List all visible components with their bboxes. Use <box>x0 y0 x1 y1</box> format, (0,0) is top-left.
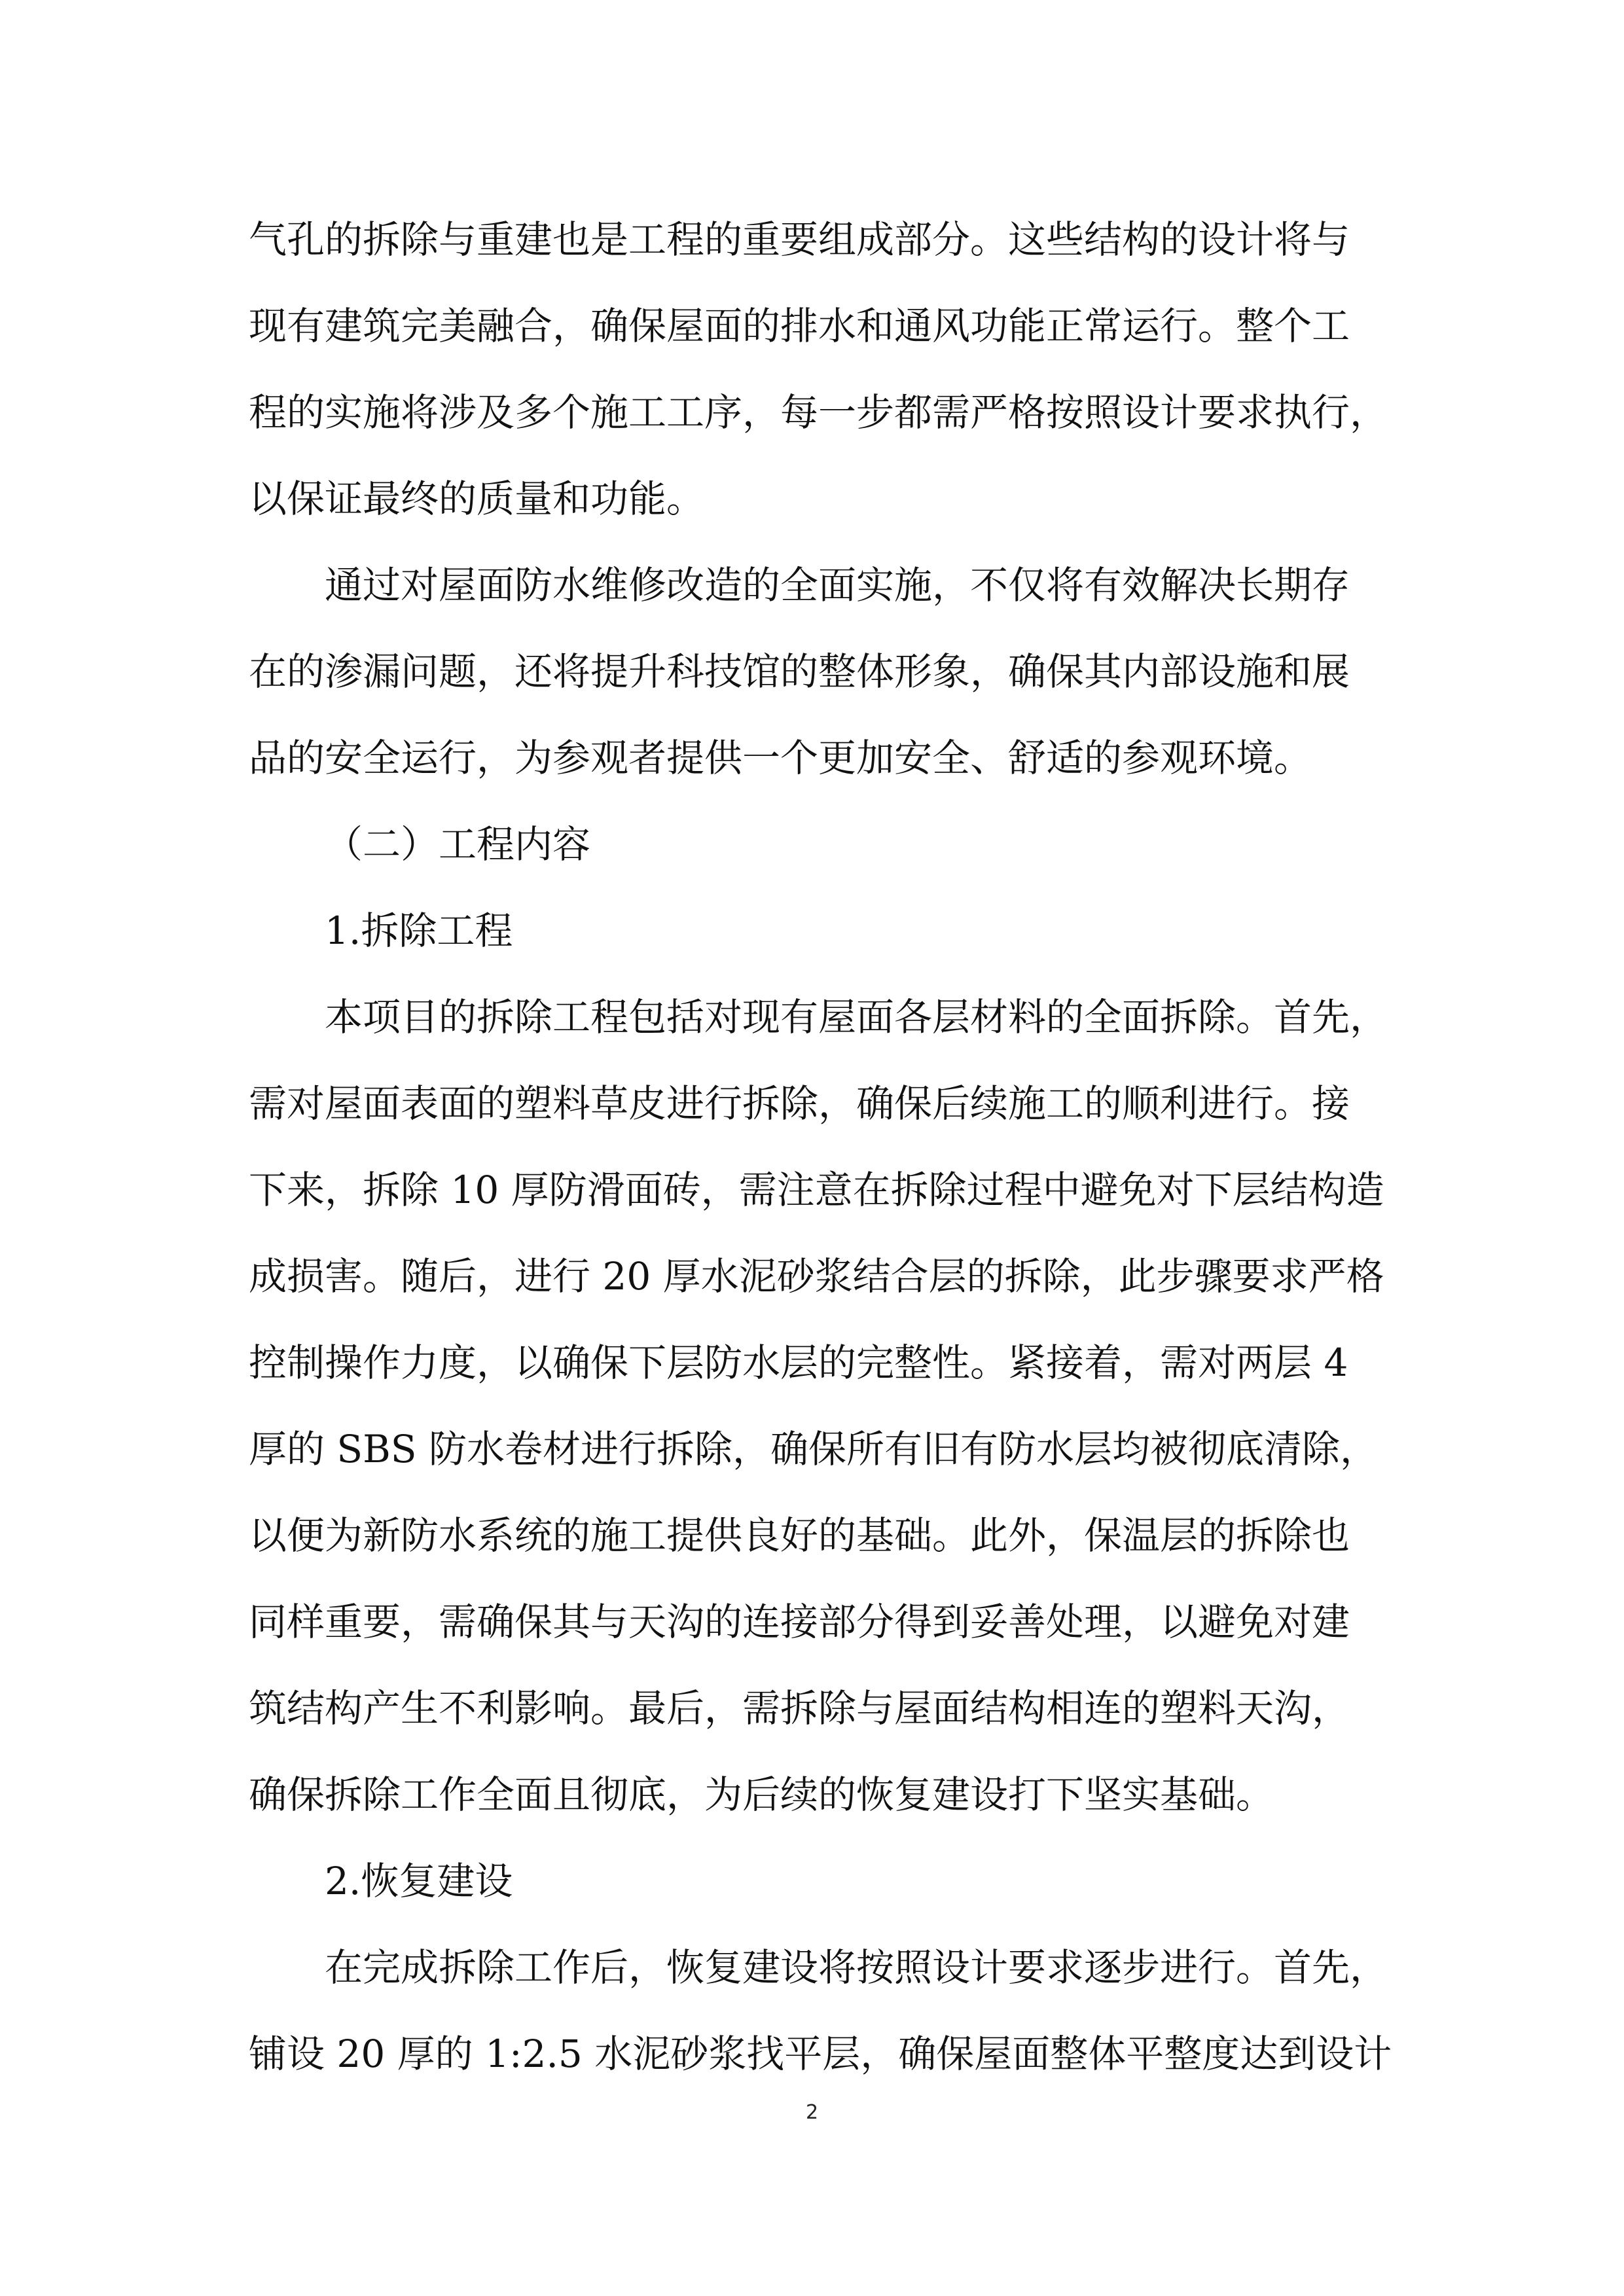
section-heading-engineering-content: （二）工程内容 <box>325 822 591 867</box>
text-line-16: 以便为新防水系统的施工提供良好的基础。此外，保温层的拆除也 <box>249 1513 1350 1558</box>
document-body <box>249 196 1392 2097</box>
text-line-19: 确保拆除工作全面且彻底，为后续的恢复建设打下坚实基础。 <box>249 1772 1274 1817</box>
text-line-21: 在完成拆除工作后，恢复建设将按照设计要求逐步进行。首先， <box>325 1945 1388 1990</box>
subheading-restoration: 2.恢复建设 <box>325 1859 513 1903</box>
text-line-10: 本项目的拆除工程包括对现有屋面各层材料的全面拆除。首先， <box>325 995 1388 1039</box>
text-line-7: 品的安全运行，为参观者提供一个更加安全、舒适的参观环境。 <box>249 736 1312 780</box>
text-line-18: 筑结构产生不利影响。最后，需拆除与屋面结构相连的塑料天沟， <box>249 1686 1350 1731</box>
text-line-6: 在的渗漏问题，还将提升科技馆的整体形象，确保其内部设施和展 <box>249 649 1350 694</box>
text-line-14: 控制操作力度，以确保下层防水层的完整性。紧接着，需对两层 4 <box>249 1340 1348 1385</box>
subheading-demolition: 1.拆除工程 <box>325 908 513 953</box>
text-line-22: 铺设 20 厚的 1:2.5 水泥砂浆找平层，确保屋面整体平整度达到设计 <box>249 2032 1392 2076</box>
text-line-13: 成损害。随后，进行 20 厚水泥砂浆结合层的拆除，此步骤要求严格 <box>249 1254 1384 1299</box>
text-line-1: 气孔的拆除与重建也是工程的重要组成部分。这些结构的设计将与 <box>249 217 1350 262</box>
text-line-15: 厚的 SBS 防水卷材进行拆除，确保所有旧有防水层均被彻底清除， <box>249 1427 1378 1471</box>
page-number: 2 <box>805 2101 819 2124</box>
text-line-11: 需对屋面表面的塑料草皮进行拆除，确保后续施工的顺利进行。接 <box>249 1081 1350 1126</box>
text-line-12: 下来，拆除 10 厚防滑面砖，需注意在拆除过程中避免对下层结构造 <box>249 1168 1384 1212</box>
text-line-3: 程的实施将涉及多个施工工序，每一步都需严格按照设计要求执行， <box>249 390 1388 435</box>
text-line-2: 现有建筑完美融合，确保屋面的排水和通风功能正常运行。整个工 <box>249 304 1350 348</box>
text-line-5: 通过对屋面防水维修改造的全面实施，不仅将有效解决长期存 <box>325 563 1350 607</box>
text-line-4: 以保证最终的质量和功能。 <box>249 476 705 521</box>
text-line-17: 同样重要，需确保其与天沟的连接部分得到妥善处理，以避免对建 <box>249 1600 1350 1644</box>
